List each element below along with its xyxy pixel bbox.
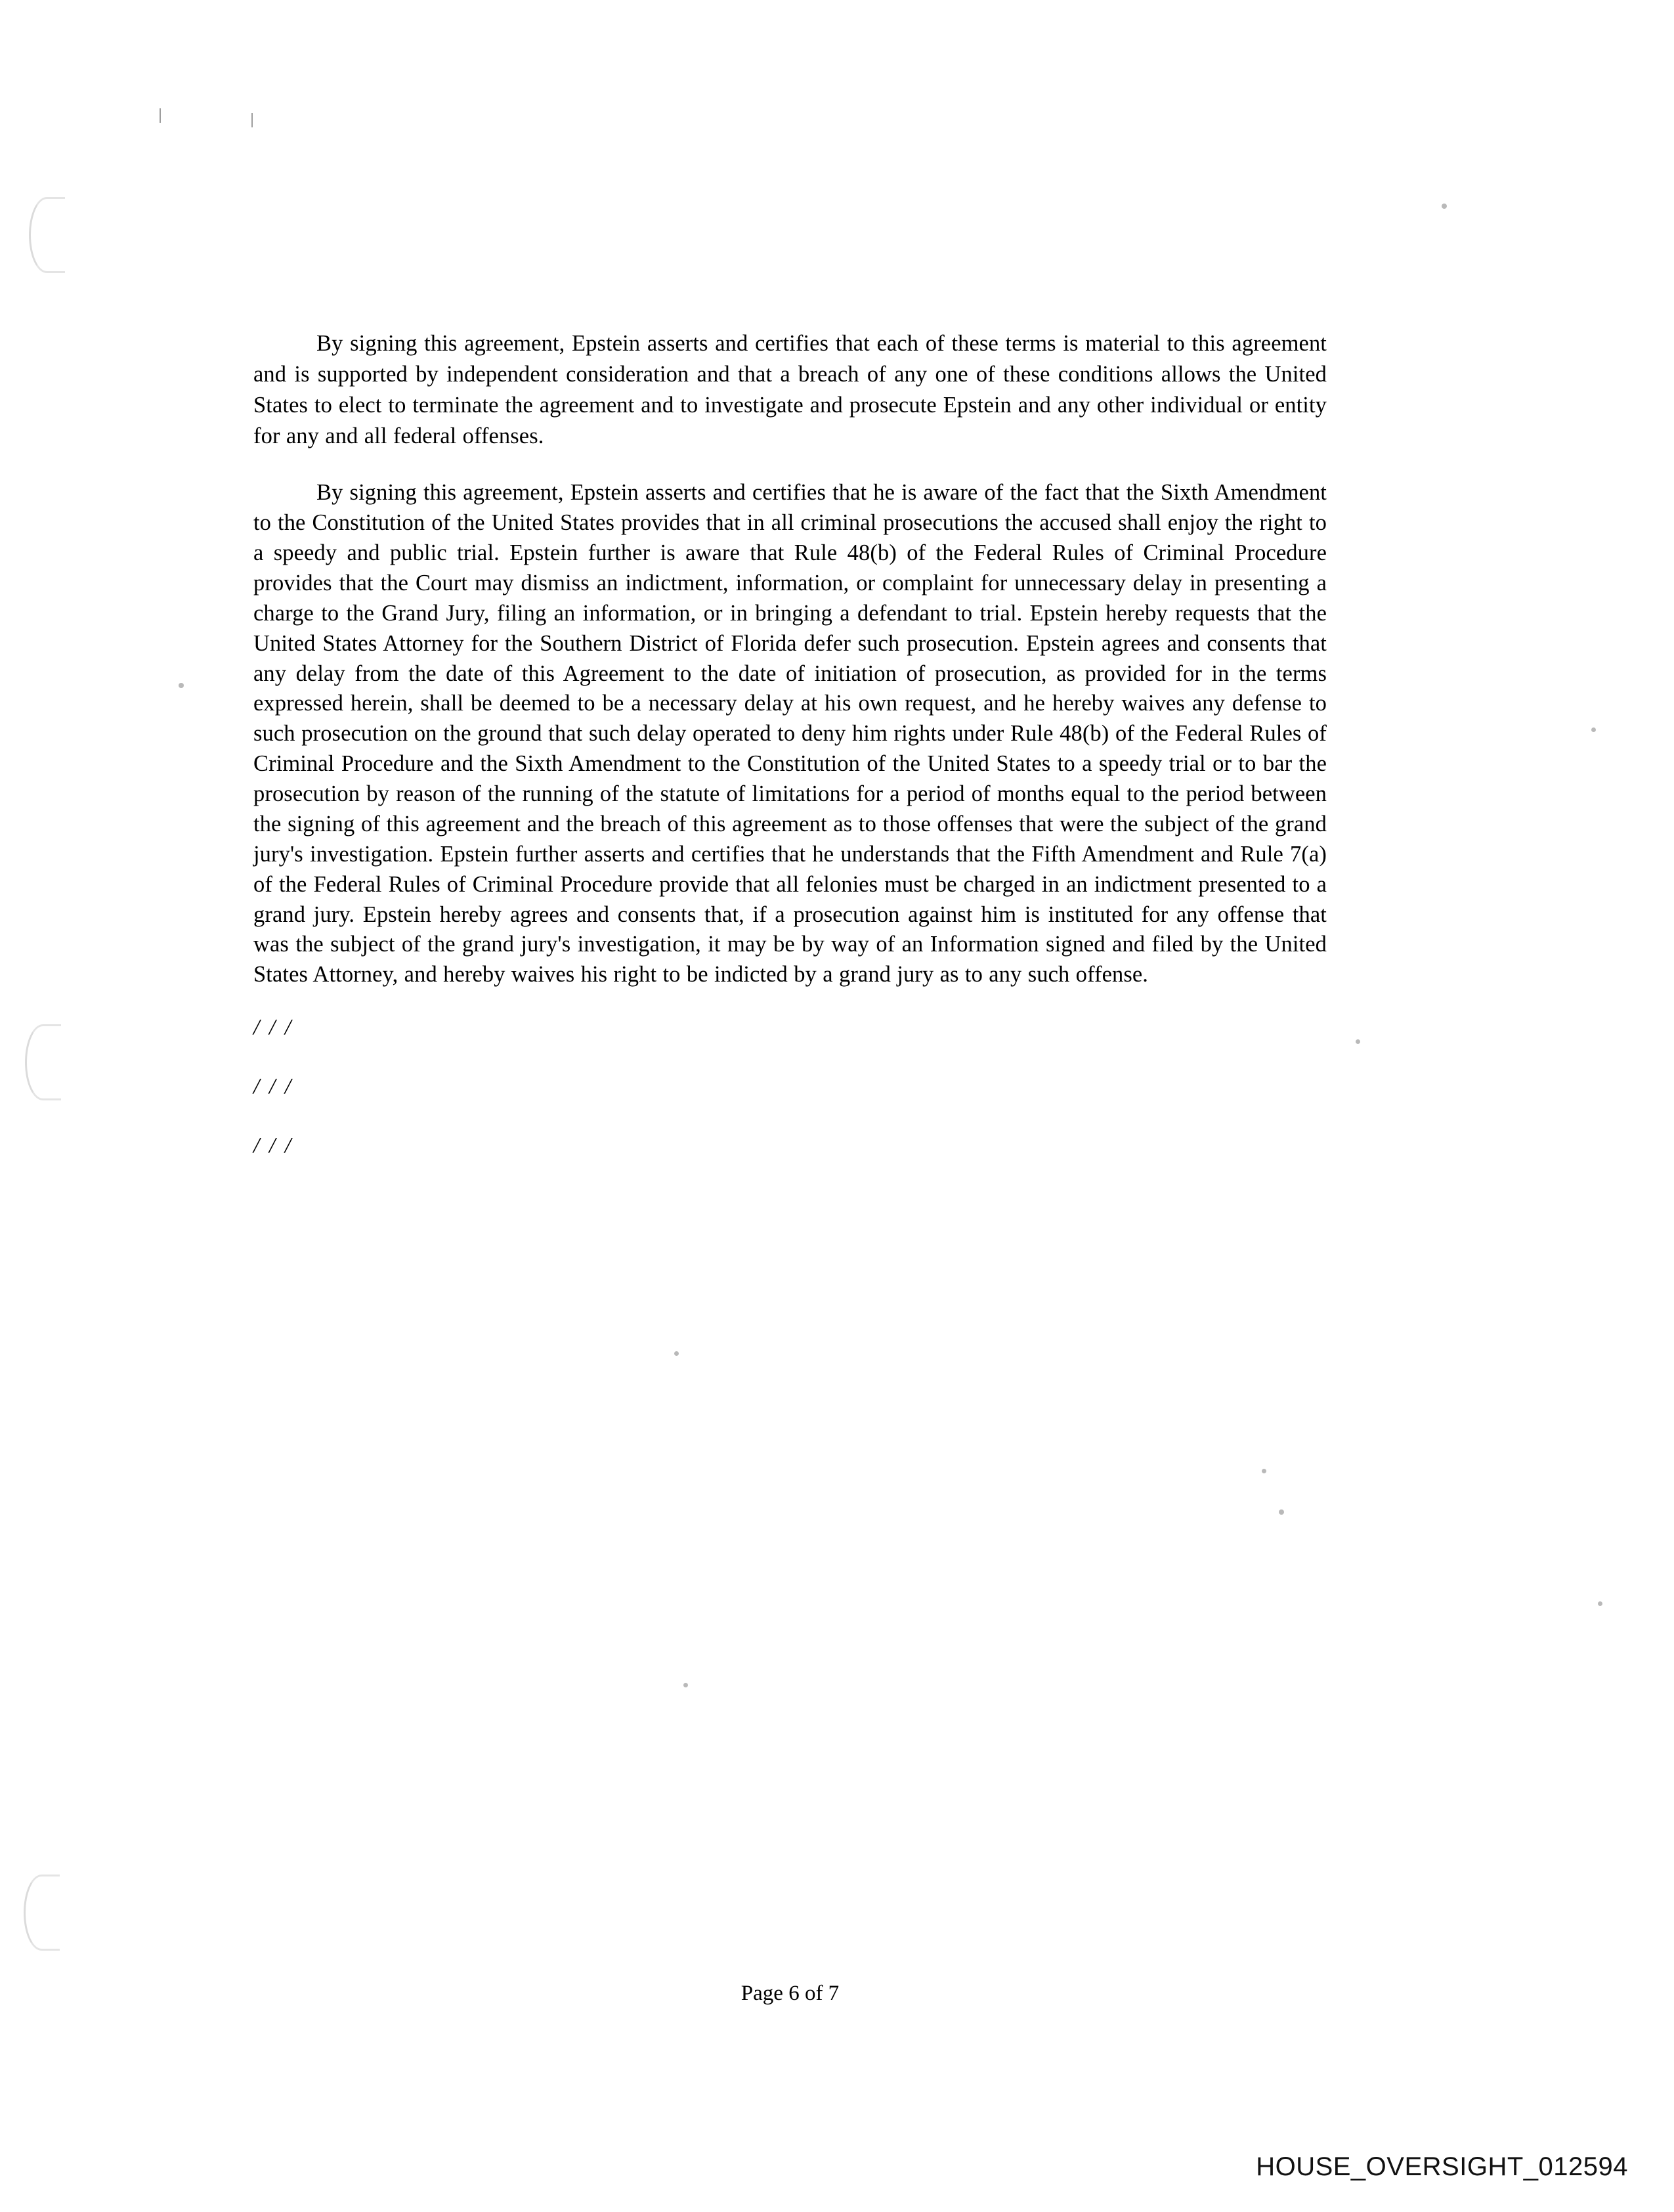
scan-speck [179,683,184,688]
scan-speck [1262,1469,1266,1473]
scan-tick-mark [251,113,253,127]
section-separator-2: / / / [253,1074,293,1099]
hole-punch-mark [29,197,65,273]
scan-speck [1279,1509,1284,1515]
bates-stamp: HOUSE_OVERSIGHT_012594 [1256,2152,1628,2181]
section-separator-1: / / / [253,1015,293,1040]
document-body [253,328,1327,2005]
scan-tick-mark [160,108,161,123]
scan-speck [674,1351,679,1356]
paragraph-sixth-amendment-waiver: By signing this agreement, Epstein asserts and certifies that he is aware of the fact that the Sixth Amendment to the Constitution of the United States provides that in all criminal prosecutions the accused shall enjoy the right to a speedy and public trial. Epstein further is aware that Rule 48(b) of the Federal Rules of Criminal Procedure provides that the Court may dismiss an indictment, information, or complaint for unnecessary delay in presenting a charge to the Grand Jury, filing an information, or in bringing a defendant to trial. Epstein hereby requests that the United States Attorney for the Southern District of Florida defer such prosecution. Epstein agrees and consents that any delay from the date of this Agreement to the date of initiation of prosecution, as provided for in the terms expressed herein, shall be deemed to be a necessary delay at his own request, and he hereby waives any defense to such prosecution on the ground that such delay operated to deny him rights under Rule 48(b) of the Federal Rules of Criminal Procedure and the Sixth Amendment to the Constitution of the United States to a speedy trial or to bar the prosecution by reason of the running of the statute of limitations for a period of months equal to the period between the signing of this agreement and the breach of this agreement as to those offenses that were the subject of the grand jury's investigation. Epstein further asserts and certifies that he understands that the Fifth Amendment and Rule 7(a) of the Federal Rules of Criminal Procedure provide that all felonies must be charged in an indictment presented to a grand jury. Epstein hereby agrees and consents that, if a prosecution against him is instituted for any offense that was the subject of the grand jury's investigation, it may be by way of an Information signed and filed by the United States Attorney, and hereby waives his right to be indicted by a grand jury as to any such offense. [253,480,1327,987]
scan-speck [1356,1039,1360,1044]
scan-speck [1591,727,1596,732]
scan-speck [683,1683,688,1687]
section-separator-3: / / / [253,1133,293,1158]
scan-speck [1442,204,1447,209]
page-number: Page 6 of 7 [740,1982,840,2005]
hole-punch-mark [25,1024,61,1100]
scan-speck [1598,1601,1602,1606]
hole-punch-mark [24,1875,60,1951]
paragraph-terms-material: By signing this agreement, Epstein asserts and certifies that each of these terms is material to this agreement and is supported by independent consideration and that a breach of any one of these conditions allows the United States to elect to terminate the agreement and to investigate and prosecute Epstein and any other individual or entity for any and all federal offenses. [253,331,1327,449]
